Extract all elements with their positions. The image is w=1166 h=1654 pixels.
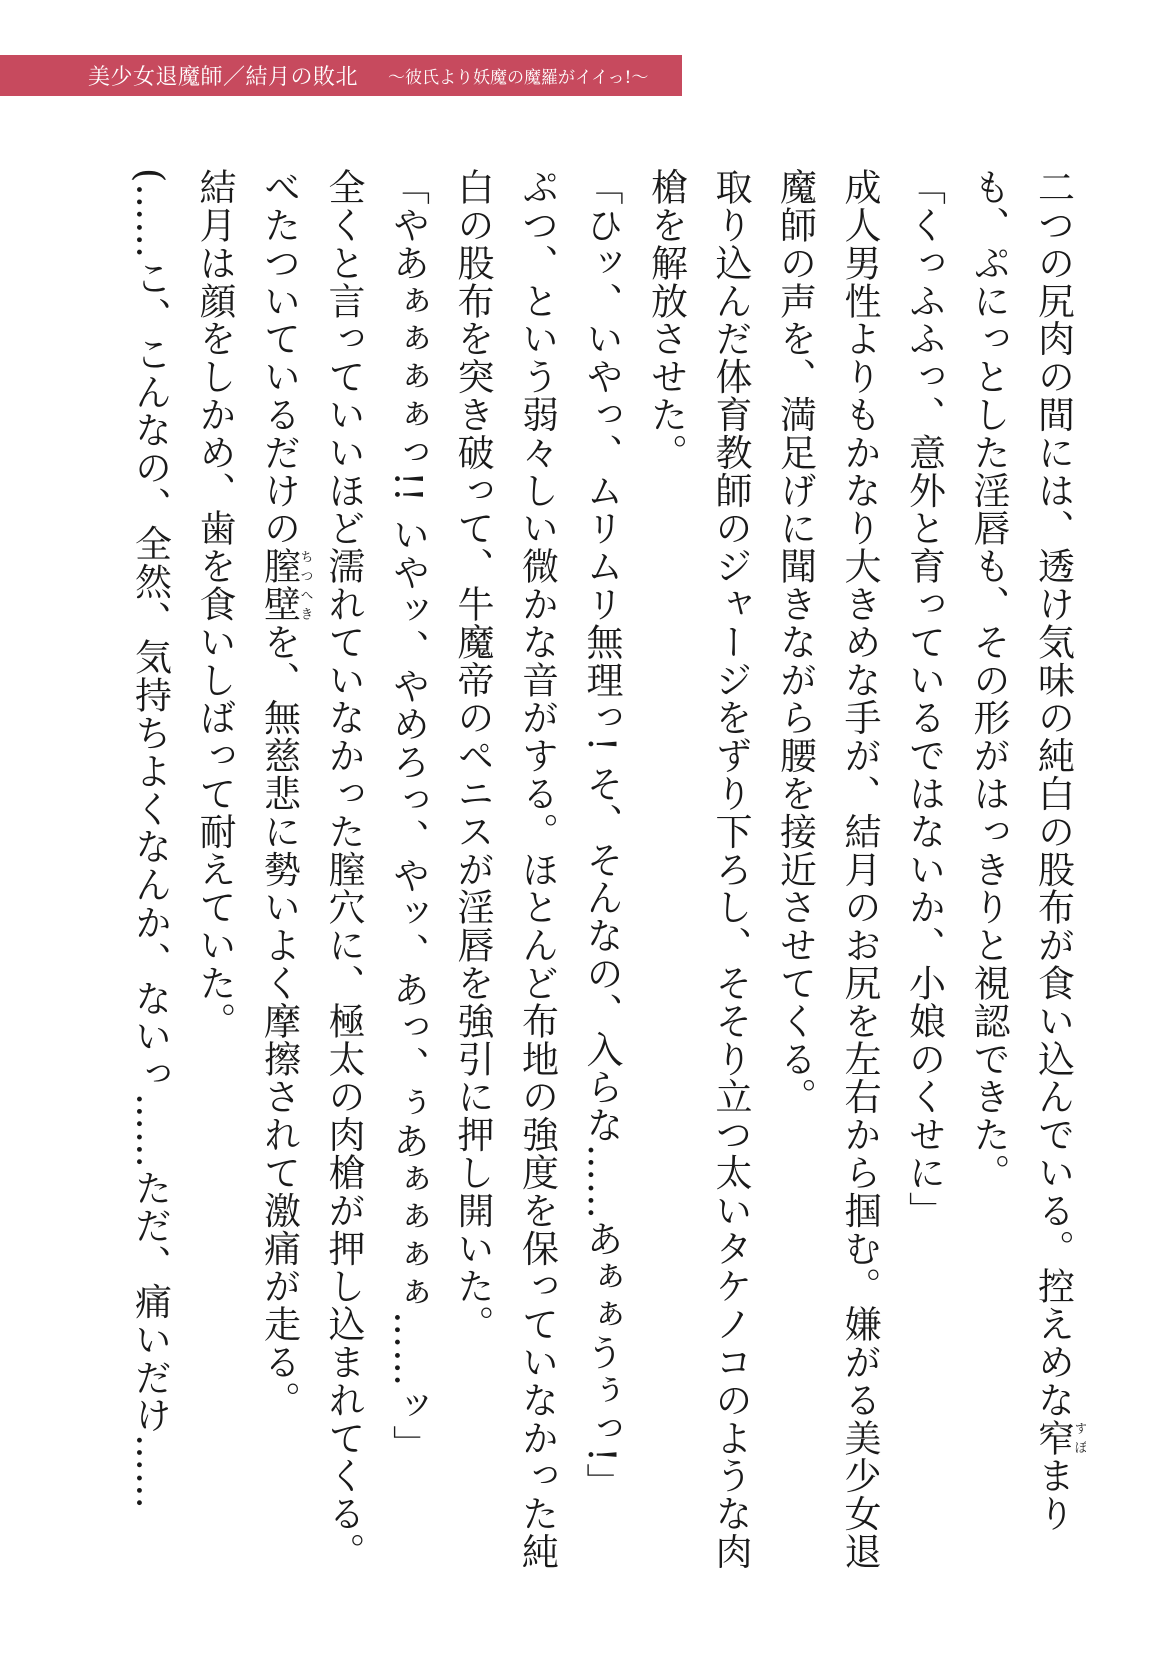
ruby-subo-base: 窄	[1031, 1418, 1075, 1457]
running-header	[0, 55, 682, 96]
paragraph-9: 結月は顔をしかめ、歯を食いしばって耐えていた。	[193, 168, 236, 1040]
paragraph-1-text-a: 二つの尻肉の間には、透け気味の純白の股布が食い込んでいる。控えめな	[1031, 168, 1075, 1419]
ruby-subo-reading: すぼ	[1071, 1418, 1086, 1457]
paragraph-8-text-a: 全くと言っていいほど濡れていなかった膣穴に、極太の肉槍が押し込まれてくる。べたついているだけの	[257, 168, 365, 1571]
paragraph-6: ぷつ、という弱々しい微かな音がする。ほとんど布地の強度を保っていなかった純白の股布を突き破って、牛魔帝のペニスが淫唇を強引に押し開いた。	[451, 168, 559, 1571]
book-subtitle: 〜彼氏より妖魔の魔羅がイイっ!〜	[388, 68, 649, 88]
paragraph-2: 「くっふふっ、意外と育っているではないか、小娘のくせに」	[902, 168, 946, 1230]
ruby-chitsuheki-base: 膣壁	[257, 547, 301, 623]
paragraph-1-text-b: まりも、ぷにっとした淫唇も、その形がはっきりと視認できた。	[967, 168, 1075, 1533]
paragraph-10: (……こ、こんなの、全然、気持ちよくなんか、ないっ……ただ、痛いだけ……	[128, 168, 172, 1510]
vertical-body-text	[76, 168, 1086, 1598]
paragraph-4: 取り込んだ体育教師のジャージをずり下ろし、そそり立つ太いタケノコのような肉槍を解放させた。	[644, 168, 752, 1571]
paragraph-5: 「ひッ、いやっ、ムリムリ無理っ! そ、そんなの、入らな……あぁぁうぅっ!」	[580, 168, 623, 1501]
paragraph-7: 「やあぁぁぁぁっ!! いやッ、やめろっ、やッ、あっ、ぅあぁぁぁぁ……ッ」	[386, 168, 430, 1463]
ruby-chitsuheki-reading: ちつへき	[297, 547, 313, 623]
ruby-chitsuheki	[257, 547, 313, 623]
paragraph-8	[246, 168, 375, 1598]
book-title: 美少女退魔師／結月の敗北	[88, 65, 359, 90]
paragraph-3: 成人男性よりもかなり大きめな手が、結月のお尻を左右から掴む。嫌がる美少女退魔師の声を、満足げに聞きながら腰を接近させてくる。	[773, 168, 881, 1571]
ruby-subo	[1031, 1418, 1086, 1457]
paragraph-8-text-b: を、無慈悲に勢いよく摩擦されて激痛が走る。	[257, 622, 301, 1419]
paragraph-1	[956, 168, 1087, 1598]
